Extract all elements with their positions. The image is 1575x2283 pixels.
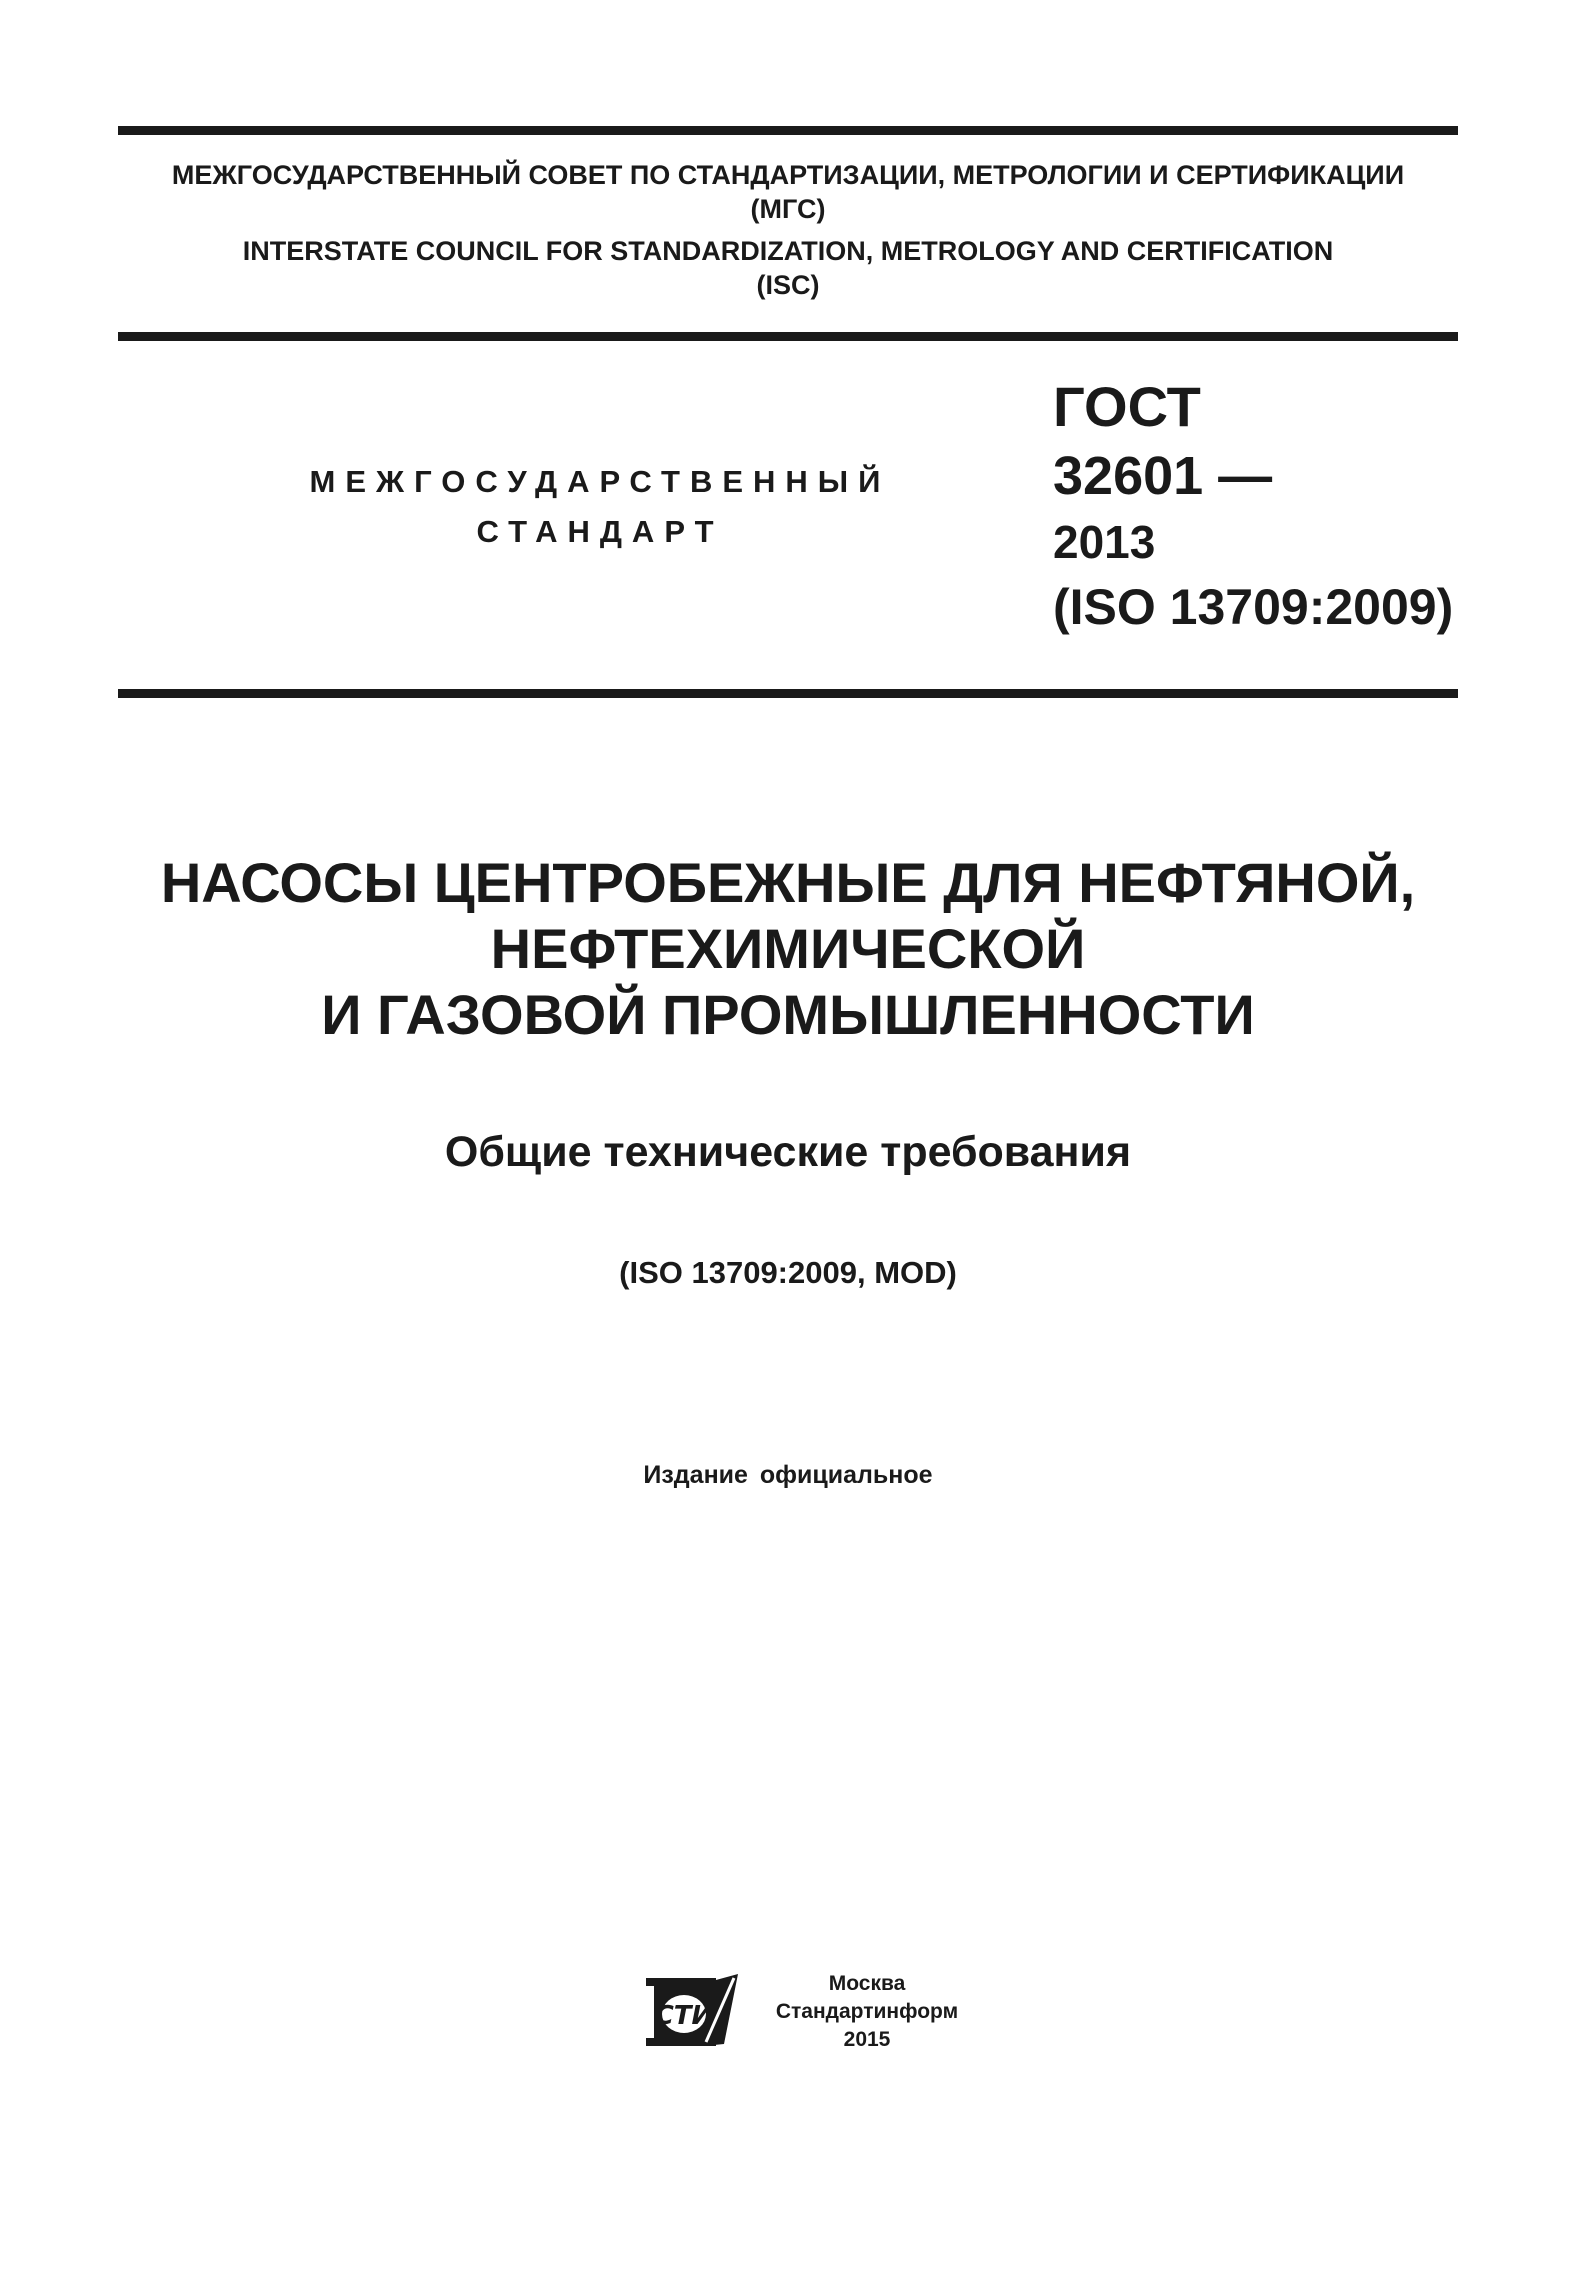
title-line2: НЕФТЕХИМИЧЕСКОЙ [490,917,1086,980]
title-line3: И ГАЗОВОЙ ПРОМЫШЛЕННОСТИ [321,983,1255,1046]
publisher-block [762,1970,972,2054]
council-name-ru: МЕЖГОСУДАРСТВЕННЫЙ СОВЕТ ПО СТАНДАРТИЗАЦИИ, МЕТРОЛОГИИ И СЕРТИФИКАЦИИ [171,160,1405,190]
publisher-name: Стандартинформ [775,2000,959,2023]
document-title [118,850,1458,1048]
edition-label: Издание официальное [643,1461,933,1489]
document-subtitle: Общие технические требования [444,1128,1132,1176]
gost-iso-equivalent: (ISO 13709:2009) [1053,579,1454,635]
council-rule [118,332,1458,341]
top-rule [118,126,1458,135]
iso-reference: (ISO 13709:2009, MOD) [619,1255,957,1290]
standartinform-logo-icon [644,1972,740,2050]
title-line1: НАСОСЫ ЦЕНТРОБЕЖНЫЕ ДЛЯ НЕФТЯНОЙ, [160,851,1416,914]
publisher-year: 2015 [843,2028,891,2051]
council-header [118,158,1458,302]
standard-type-label [250,457,950,557]
standard-type-line2: СТАНДАРТ [476,514,724,549]
standard-designation [1053,372,1453,640]
council-name-en: INTERSTATE COUNCIL FOR STANDARDIZATION, METROLOGY AND CERTIFICATION [242,236,1334,266]
council-abbr-ru: (МГС) [750,194,826,224]
council-abbr-en: (ISC) [756,270,820,300]
designation-rule [118,689,1458,698]
gost-year: 2013 [1053,516,1156,568]
gost-number: 32601 — [1053,446,1273,506]
logo-text: СТИ [654,2001,714,2031]
publisher-city: Москва [828,1972,906,1995]
standard-type-line1: МЕЖГОСУДАРСТВЕННЫЙ [309,464,891,499]
gost-name: ГОСТ [1053,375,1201,438]
